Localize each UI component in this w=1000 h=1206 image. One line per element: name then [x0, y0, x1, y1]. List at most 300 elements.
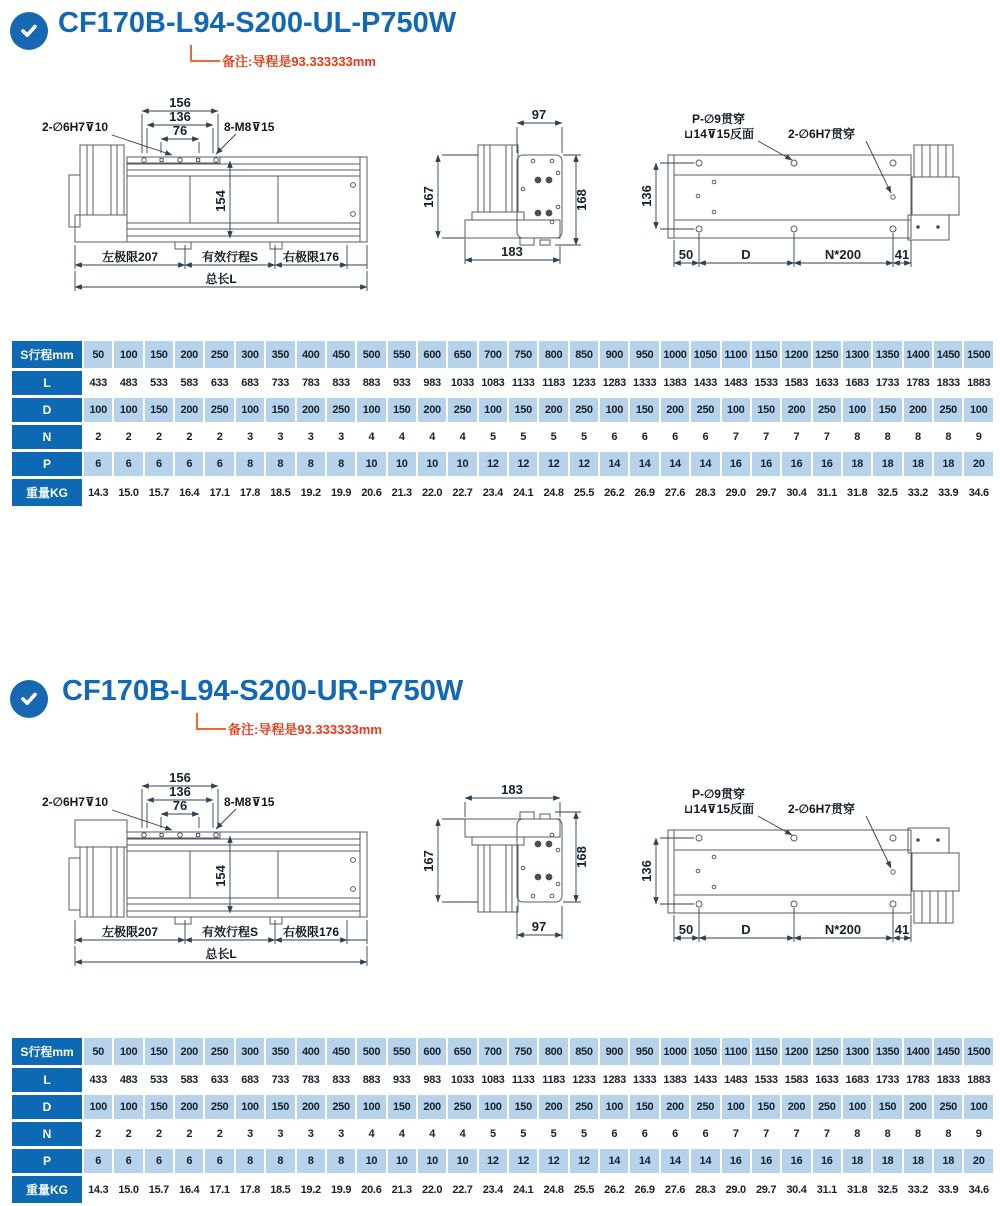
spec-cell: 683 — [236, 1068, 264, 1092]
spec-cell: 250 — [448, 1095, 476, 1119]
spec-cell: 2 — [145, 425, 173, 449]
row-label: S行程mm — [12, 341, 82, 368]
spec-cell: 150 — [509, 1095, 537, 1119]
spec-cell: 1050 — [691, 341, 719, 368]
dim-156: 156 — [169, 95, 191, 110]
spec-cell: 4 — [418, 425, 446, 449]
table-row — [12, 1068, 993, 1092]
spec-cell: 6 — [661, 425, 689, 449]
spec-cell: 25.5 — [570, 479, 598, 506]
table-row — [12, 1122, 993, 1146]
spec-cell: 19.9 — [327, 479, 355, 506]
spec-cell: 34.6 — [964, 479, 993, 506]
spec-cell: 22.0 — [418, 479, 446, 506]
spec-cell: 200 — [782, 398, 810, 422]
spec-cell: 14 — [600, 452, 628, 476]
spec-cell: 650 — [448, 1038, 476, 1065]
spec-cell: 33.9 — [934, 1176, 962, 1203]
spec-cell: 8 — [843, 425, 871, 449]
row-label: D — [12, 398, 82, 422]
spec-cell: 7 — [752, 1122, 780, 1146]
spec-cell: 8 — [843, 1122, 871, 1146]
end-view-geometry — [465, 812, 562, 912]
spec-cell: 6 — [205, 1149, 233, 1173]
spec-cell: 450 — [327, 1038, 355, 1065]
dim-left: 167 — [421, 186, 436, 208]
spec-cell: 200 — [297, 398, 325, 422]
through-holes-label: P-∅9贯穿 — [692, 787, 745, 801]
spec-cell: 10 — [357, 452, 385, 476]
spec-cell: 2 — [114, 425, 142, 449]
spec-cell: 350 — [266, 1038, 294, 1065]
table-row — [12, 1176, 993, 1203]
spec-cell: 6 — [630, 1122, 658, 1146]
spec-cell: 1033 — [448, 371, 476, 395]
dimensions — [639, 786, 911, 942]
dim-left-limit: 左极限207 — [101, 250, 159, 264]
spec-cell: 250 — [205, 1095, 233, 1119]
dim-last: 41 — [894, 922, 910, 937]
spec-cell: 1833 — [934, 1068, 962, 1092]
spec-cell: 6 — [600, 1122, 628, 1146]
spec-cell: 7 — [782, 425, 810, 449]
spec-cell: 33.9 — [934, 479, 962, 506]
dim-effective-stroke: 有效行程S — [201, 925, 259, 939]
spec-cell: 883 — [357, 1068, 385, 1092]
spec-cell: 14.3 — [84, 479, 112, 506]
spec-cell: 1000 — [661, 341, 689, 368]
spec-cell: 18 — [934, 452, 962, 476]
spec-cell: 8 — [873, 425, 901, 449]
spec-cell: 100 — [84, 398, 112, 422]
spec-cell: 1350 — [873, 341, 901, 368]
spec-table — [10, 1035, 995, 1206]
dim-last: 41 — [894, 247, 910, 262]
spec-cell: 2 — [145, 1122, 173, 1146]
dim-154: 154 — [213, 865, 228, 887]
spec-cell: 3 — [297, 1122, 325, 1146]
spec-cell: 1433 — [691, 1068, 719, 1092]
spec-cell: 1533 — [752, 1068, 780, 1092]
spec-cell: 8 — [327, 452, 355, 476]
spec-cell: 250 — [205, 341, 233, 368]
mount-holes-label: 8-M8⊽15 — [224, 795, 275, 809]
spec-cell: 19.2 — [297, 479, 325, 506]
spec-cell: 4 — [357, 1122, 385, 1146]
spec-cell: 750 — [509, 341, 537, 368]
spec-cell: 22.7 — [448, 479, 476, 506]
spec-cell: 16 — [722, 1149, 750, 1173]
spec-cell: 100 — [964, 1095, 993, 1119]
spec-cell: 5 — [539, 425, 567, 449]
dim-first: 50 — [678, 247, 694, 262]
spec-cell: 24.1 — [509, 1176, 537, 1203]
table-row — [12, 398, 993, 422]
row-label: L — [12, 371, 82, 395]
checkmark-glyph — [17, 19, 41, 43]
spec-cell: 8 — [266, 452, 294, 476]
spec-cell: 200 — [175, 341, 203, 368]
spec-cell: 533 — [145, 371, 173, 395]
spec-cell: 28.3 — [691, 1176, 719, 1203]
dowel-holes-label: 2-∅6H7⊽10 — [42, 795, 109, 809]
spec-cell: 3 — [297, 425, 325, 449]
row-label: 重量KG — [12, 479, 82, 506]
spec-cell: 26.2 — [600, 1176, 628, 1203]
spec-cell: 100 — [114, 398, 142, 422]
spec-cell: 18 — [934, 1149, 962, 1173]
spec-cell: 900 — [600, 341, 628, 368]
spec-cell: 550 — [388, 1038, 416, 1065]
spec-cell: 250 — [934, 398, 962, 422]
spec-cell: 100 — [722, 398, 750, 422]
spec-cell: 950 — [630, 1038, 658, 1065]
spec-cell: 100 — [722, 1095, 750, 1119]
spec-cell: 1283 — [600, 371, 628, 395]
dimensions — [42, 770, 367, 966]
table-row — [12, 1149, 993, 1173]
spec-cell: 150 — [752, 398, 780, 422]
spec-cell: 10 — [388, 452, 416, 476]
spec-cell: 1533 — [752, 371, 780, 395]
spec-cell: 483 — [114, 1068, 142, 1092]
spec-cell: 100 — [357, 1095, 385, 1119]
spec-cell: 10 — [388, 1149, 416, 1173]
spec-cell: 28.3 — [691, 479, 719, 506]
spec-cell: 6 — [205, 452, 233, 476]
spec-cell: 1883 — [964, 1068, 993, 1092]
spec-cell: 933 — [388, 371, 416, 395]
spec-cell: 1500 — [964, 341, 993, 368]
spec-cell: 1733 — [873, 1068, 901, 1092]
spec-cell: 22.0 — [418, 1176, 446, 1203]
spec-cell: 22.7 — [448, 1176, 476, 1203]
spec-cell: 34.6 — [964, 1176, 993, 1203]
spec-cell: 5 — [479, 425, 507, 449]
spec-cell: 250 — [205, 398, 233, 422]
spec-cell: 26.9 — [630, 479, 658, 506]
spec-cell: 250 — [813, 1095, 841, 1119]
spec-cell: 200 — [539, 398, 567, 422]
product-title: CF170B-L94-S200-UR-P750W — [62, 675, 464, 707]
spec-cell: 783 — [297, 371, 325, 395]
spec-cell: 8 — [236, 452, 264, 476]
spec-cell: 250 — [327, 1095, 355, 1119]
spec-cell: 14.3 — [84, 1176, 112, 1203]
dim-right-limit: 右极限176 — [282, 925, 340, 939]
spec-cell: 100 — [843, 398, 871, 422]
spec-cell: 150 — [388, 398, 416, 422]
dim-bottom: 183 — [501, 244, 523, 259]
spec-cell: 1583 — [782, 371, 810, 395]
spec-cell: 26.2 — [600, 479, 628, 506]
spec-cell: 10 — [418, 452, 446, 476]
spec-cell: 10 — [357, 1149, 385, 1173]
spec-cell: 31.8 — [843, 1176, 871, 1203]
bottom-view-geometry — [668, 145, 959, 240]
spec-cell: 7 — [813, 425, 841, 449]
spec-cell: 1233 — [570, 1068, 598, 1092]
spec-cell: 5 — [570, 425, 598, 449]
end-view-drawing — [420, 98, 615, 283]
spec-cell: 12 — [570, 1149, 598, 1173]
spec-cell: 16 — [752, 1149, 780, 1173]
motor — [69, 820, 127, 917]
spec-cell: 16.4 — [175, 1176, 203, 1203]
spec-cell: 150 — [752, 1095, 780, 1119]
spec-cell: 950 — [630, 341, 658, 368]
spec-cell: 7 — [722, 1122, 750, 1146]
spec-cell: 250 — [934, 1095, 962, 1119]
spec-cell: 1083 — [479, 1068, 507, 1092]
spec-cell: 14 — [630, 1149, 658, 1173]
spec-cell: 250 — [448, 398, 476, 422]
spec-cell: 1583 — [782, 1068, 810, 1092]
spec-cell: 100 — [357, 398, 385, 422]
spec-cell: 10 — [448, 452, 476, 476]
end-view-drawing — [420, 773, 615, 958]
spec-cell: 1333 — [630, 371, 658, 395]
spec-cell: 26.9 — [630, 1176, 658, 1203]
spec-cell: 8 — [297, 452, 325, 476]
spec-cell: 16 — [752, 452, 780, 476]
spec-cell: 6 — [691, 425, 719, 449]
spec-cell: 150 — [145, 1095, 173, 1119]
spec-cell: 600 — [418, 1038, 446, 1065]
spec-cell: 21.3 — [388, 479, 416, 506]
actuator-body — [127, 832, 367, 924]
spec-cell: 433 — [84, 1068, 112, 1092]
dim-d: D — [741, 247, 751, 262]
spec-cell: 1783 — [904, 371, 932, 395]
spec-cell: 433 — [84, 371, 112, 395]
spec-cell: 483 — [114, 371, 142, 395]
spec-cell: 4 — [357, 425, 385, 449]
spec-cell: 6 — [114, 452, 142, 476]
spec-cell: 5 — [479, 1122, 507, 1146]
dim-76: 76 — [172, 798, 188, 813]
spec-cell: 12 — [509, 452, 537, 476]
spec-cell: 200 — [661, 1095, 689, 1119]
spec-cell: 1250 — [813, 1038, 841, 1065]
dimensions — [421, 107, 589, 264]
dowel-holes-label: 2-∅6H7贯穿 — [788, 127, 855, 141]
spec-cell: 18 — [873, 1149, 901, 1173]
dimensions — [42, 95, 367, 291]
spec-cell: 1833 — [934, 371, 962, 395]
spec-cell: 100 — [114, 1095, 142, 1119]
spec-cell: 1500 — [964, 1038, 993, 1065]
spec-cell: 1000 — [661, 1038, 689, 1065]
section-ul — [0, 0, 1000, 500]
spec-cell: 14 — [630, 452, 658, 476]
spec-cell: 16 — [813, 1149, 841, 1173]
spec-cell: 200 — [904, 1095, 932, 1119]
dim-d: D — [741, 922, 751, 937]
dim-pitch: N*200 — [824, 922, 862, 937]
spec-cell: 250 — [691, 1095, 719, 1119]
spec-cell: 583 — [175, 371, 203, 395]
spec-cell: 6 — [175, 452, 203, 476]
spec-cell: 1033 — [448, 1068, 476, 1092]
dimensions — [421, 782, 589, 939]
spec-cell: 100 — [236, 1095, 264, 1119]
spec-cell: 983 — [418, 371, 446, 395]
spec-cell: 6 — [114, 1149, 142, 1173]
spec-cell: 750 — [509, 1038, 537, 1065]
row-label: L — [12, 1068, 82, 1092]
spec-cell: 100 — [600, 398, 628, 422]
spec-cell: 1400 — [904, 341, 932, 368]
spec-cell: 31.8 — [843, 479, 871, 506]
spec-cell: 550 — [388, 341, 416, 368]
spec-cell: 2 — [175, 425, 203, 449]
dim-total-length: 总长L — [205, 947, 237, 961]
spec-cell: 800 — [539, 1038, 567, 1065]
spec-cell: 1450 — [934, 1038, 962, 1065]
spec-cell: 1300 — [843, 341, 871, 368]
dim-top: 183 — [501, 782, 523, 797]
spec-cell: 4 — [388, 1122, 416, 1146]
spec-cell: 683 — [236, 371, 264, 395]
spec-cell: 1450 — [934, 341, 962, 368]
spec-cell: 100 — [843, 1095, 871, 1119]
spec-cell: 850 — [570, 1038, 598, 1065]
spec-cell: 8 — [904, 1122, 932, 1146]
spec-cell: 883 — [357, 371, 385, 395]
spec-cell: 18 — [843, 1149, 871, 1173]
product-title: CF170B-L94-S200-UL-P750W — [58, 7, 457, 39]
dim-pitch: N*200 — [824, 247, 862, 262]
dim-right: 168 — [574, 846, 589, 868]
spec-cell: 5 — [570, 1122, 598, 1146]
spec-cell: 1183 — [539, 371, 567, 395]
bottom-view-drawing — [618, 773, 993, 958]
spec-cell: 21.3 — [388, 1176, 416, 1203]
dim-left-limit: 左极限207 — [101, 925, 159, 939]
spec-cell: 250 — [205, 1038, 233, 1065]
table-row — [12, 341, 993, 368]
spec-cell: 400 — [297, 341, 325, 368]
spec-cell: 1250 — [813, 341, 841, 368]
spec-cell: 8 — [934, 425, 962, 449]
spec-cell: 6 — [600, 425, 628, 449]
spec-cell: 6 — [661, 1122, 689, 1146]
spec-cell: 100 — [600, 1095, 628, 1119]
spec-cell: 24.8 — [539, 1176, 567, 1203]
spec-cell: 50 — [84, 1038, 112, 1065]
spec-cell: 2 — [205, 425, 233, 449]
spec-cell: 200 — [661, 398, 689, 422]
table-row — [12, 1095, 993, 1119]
bottom-view-drawing — [618, 98, 993, 283]
dim-156: 156 — [169, 770, 191, 785]
motor — [69, 145, 127, 242]
spec-cell: 150 — [630, 1095, 658, 1119]
actuator-body — [127, 157, 367, 249]
spec-cell: 30.4 — [782, 479, 810, 506]
spec-cell: 9 — [964, 1122, 993, 1146]
front-view-drawing — [42, 770, 397, 975]
table-row — [12, 452, 993, 476]
spec-cell: 3 — [236, 425, 264, 449]
spec-cell: 450 — [327, 341, 355, 368]
spec-cell: 700 — [479, 341, 507, 368]
spec-cell: 200 — [297, 1095, 325, 1119]
spec-cell: 5 — [539, 1122, 567, 1146]
spec-cell: 6 — [175, 1149, 203, 1173]
spec-cell: 533 — [145, 1068, 173, 1092]
spec-cell: 200 — [175, 1095, 203, 1119]
spec-cell: 933 — [388, 1068, 416, 1092]
spec-cell: 1200 — [782, 1038, 810, 1065]
spec-cell: 1150 — [752, 341, 780, 368]
end-view-geometry — [465, 145, 562, 245]
spec-cell: 200 — [418, 1095, 446, 1119]
section-ur — [0, 668, 1000, 1197]
spec-cell: 1133 — [509, 1068, 537, 1092]
spec-cell: 16 — [813, 452, 841, 476]
dim-effective-stroke: 有效行程S — [201, 250, 259, 264]
row-label: P — [12, 452, 82, 476]
spec-cell: 12 — [539, 1149, 567, 1173]
spec-cell: 6 — [145, 452, 173, 476]
note-connector — [190, 45, 220, 62]
spec-cell: 30.4 — [782, 1176, 810, 1203]
spec-cell: 1350 — [873, 1038, 901, 1065]
dim-right: 168 — [574, 189, 589, 211]
spec-cell: 24.1 — [509, 479, 537, 506]
dim-hole-span: 136 — [639, 185, 654, 207]
table-row — [12, 479, 993, 506]
spec-cell: 1183 — [539, 1068, 567, 1092]
spec-cell: 6 — [84, 452, 112, 476]
spec-cell: 1283 — [600, 1068, 628, 1092]
spec-cell: 24.8 — [539, 479, 567, 506]
dim-left: 167 — [421, 850, 436, 872]
spec-cell: 12 — [479, 452, 507, 476]
spec-cell: 650 — [448, 341, 476, 368]
spec-cell: 29.0 — [722, 1176, 750, 1203]
spec-cell: 1400 — [904, 1038, 932, 1065]
spec-cell: 1883 — [964, 371, 993, 395]
check-icon — [10, 12, 48, 50]
spec-cell: 1050 — [691, 1038, 719, 1065]
spec-cell: 983 — [418, 1068, 446, 1092]
spec-cell: 4 — [388, 425, 416, 449]
spec-cell: 1233 — [570, 371, 598, 395]
dim-76: 76 — [172, 123, 188, 138]
table-row — [12, 425, 993, 449]
spec-cell: 200 — [175, 398, 203, 422]
spec-cell: 1100 — [722, 1038, 750, 1065]
spec-cell: 15.7 — [145, 479, 173, 506]
spec-cell: 20 — [964, 1149, 993, 1173]
dim-136: 136 — [169, 109, 191, 124]
spec-cell: 3 — [327, 425, 355, 449]
dim-right-limit: 右极限176 — [282, 250, 340, 264]
note-connector — [196, 713, 226, 730]
spec-cell: 100 — [479, 398, 507, 422]
spec-cell: 3 — [327, 1122, 355, 1146]
spec-cell: 1633 — [813, 1068, 841, 1092]
spec-cell: 1483 — [722, 371, 750, 395]
spec-cell: 5 — [509, 1122, 537, 1146]
spec-cell: 100 — [114, 341, 142, 368]
spec-cell: 1133 — [509, 371, 537, 395]
spec-cell: 4 — [448, 1122, 476, 1146]
spec-cell: 8 — [327, 1149, 355, 1173]
